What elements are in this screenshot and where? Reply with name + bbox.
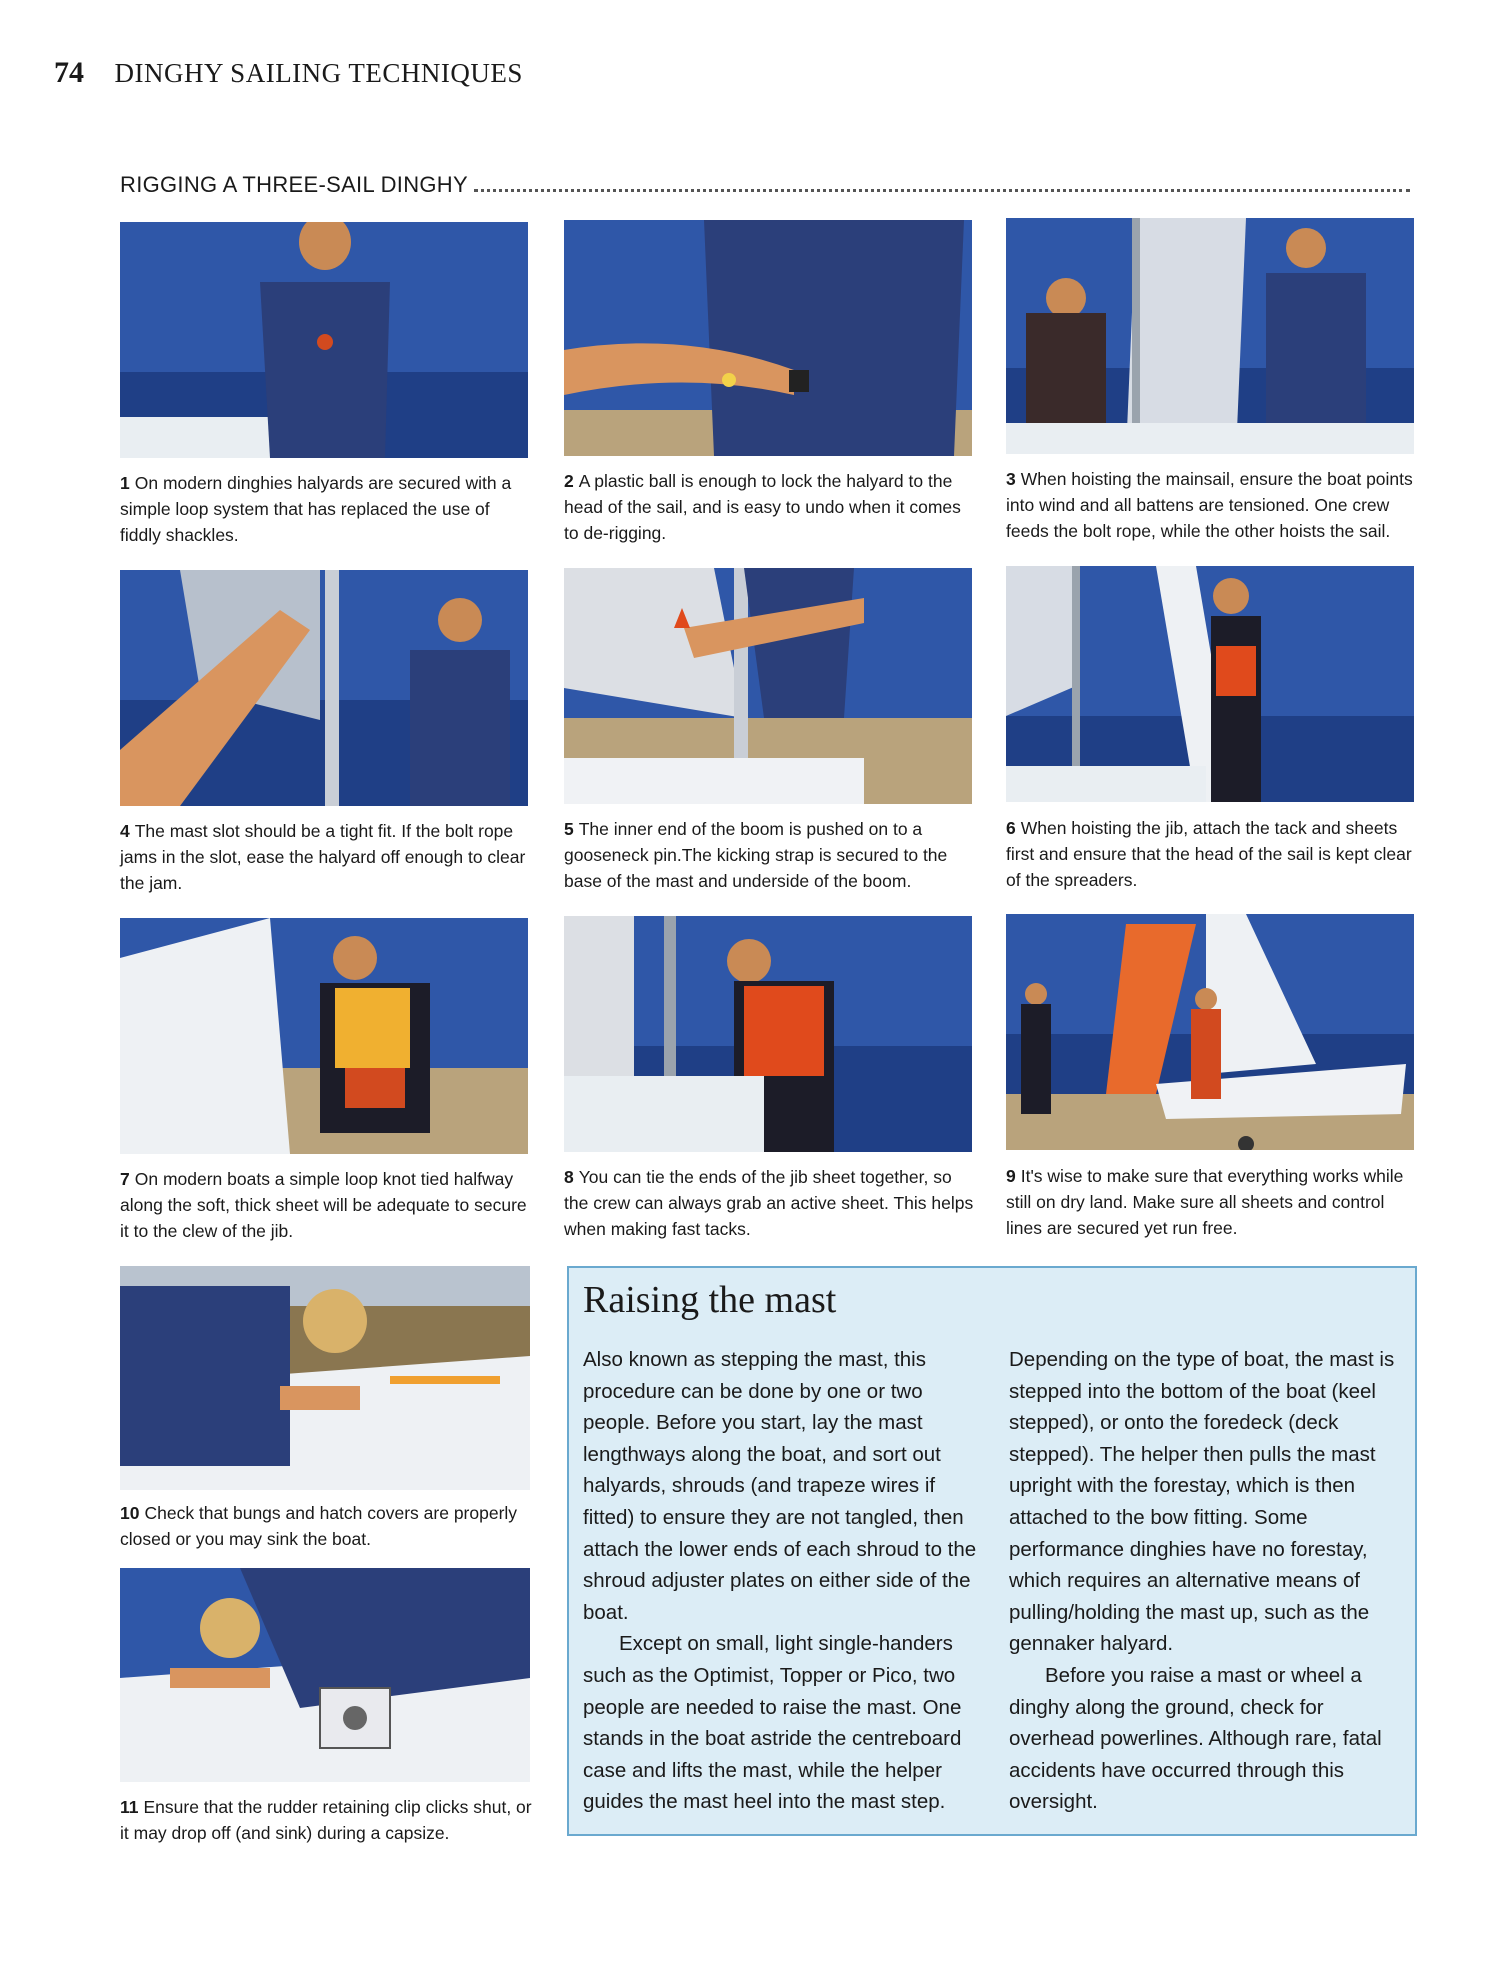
photo-step-6 (1006, 566, 1414, 802)
photo-step-4 (120, 570, 528, 806)
caption-step-3: 3 When hoisting the mainsail, ensure the boat points into wind and all battens are tensioned. One crew feeds the bolt rope, while the other hoists the sail. (1006, 469, 1413, 541)
photo-step-2 (564, 220, 972, 456)
photo-step-3 (1006, 218, 1414, 454)
caption-step-11: 11 Ensure that the rudder retaining clip clicks shut, or it may drop off (and sink) during a capsize. (120, 1797, 532, 1843)
caption-step-7: 7 On modern boats a simple loop knot tied halfway along the soft, thick sheet will be adequate to secure it to the clew of the jib. (120, 1169, 527, 1241)
section-heading (120, 172, 1410, 198)
caption-step-6: 6 When hoisting the jib, attach the tack and sheets first and ensure that the head of the sail is kept clear of the spreaders. (1006, 818, 1412, 890)
caption-step-9: 9 It's wise to make sure that everything works while still on dry land. Make sure all sheets and control lines are secured yet run free. (1006, 1166, 1404, 1238)
panel-paragraph: Before you raise a mast or wheel a dinghy along the ground, check for overhead powerlines. Although rare, fatal accidents have occurred through this oversight. (1009, 1663, 1382, 1814)
caption-step-5: 5 The inner end of the boom is pushed on to a gooseneck pin.The kicking strap is secured to the base of the mast and underside of the boom. (564, 819, 948, 891)
photo-step-11 (120, 1568, 530, 1782)
panel-paragraph: Also known as stepping the mast, this procedure can be done by one or two people. Before you start, lay the mast lengthways along the boat, and sort out halyards, shrouds (and trapeze wires if fitted) to ensure they are not tangled, then attach the lower ends of each shroud to the shroud adjuster plates on either side of the boat. (583, 1348, 977, 1624)
photo-step-10 (120, 1266, 530, 1490)
panel-column-left (583, 1344, 983, 1818)
caption-step-4: 4 The mast slot should be a tight fit. If the bolt rope jams in the slot, ease the halyard off enough to clear the jam. (120, 821, 526, 893)
photo-step-1 (120, 222, 528, 458)
page-header (54, 56, 523, 90)
section-title: RIGGING A THREE-SAIL DINGHY (120, 172, 468, 197)
photo-step-9 (1006, 914, 1414, 1150)
page-number: 74 (54, 56, 84, 89)
caption-step-10: 10 Check that bungs and hatch covers are properly closed or you may sink the boat. (120, 1503, 518, 1549)
raising-mast-panel (567, 1266, 1417, 1836)
dotted-rule (474, 175, 1410, 192)
panel-paragraph: Depending on the type of boat, the mast is stepped into the bottom of the boat (keel stepped), or onto the foredeck (deck stepped). The helper then pulls the mast upright with the forestay, which is then attached to the bow fitting. Some performance dinghies have no forestay, which requires an alternative means of pulling/holding the mast up, such as the gennaker halyard. (1009, 1348, 1395, 1656)
panel-title: Raising the mast (583, 1279, 837, 1321)
photo-step-8 (564, 916, 972, 1152)
photo-step-5 (564, 568, 972, 804)
panel-column-right (1009, 1344, 1405, 1818)
chapter-title: DINGHY SAILING TECHNIQUES (114, 58, 523, 88)
photo-step-7 (120, 918, 528, 1154)
caption-step-8: 8 You can tie the ends of the jib sheet together, so the crew can always grab an active sheet. This helps when making fast tacks. (564, 1167, 974, 1239)
caption-step-1: 1 On modern dinghies halyards are secured with a simple loop system that has replaced the use of fiddly shackles. (120, 473, 512, 545)
panel-paragraph: Except on small, light single-handers such as the Optimist, Topper or Pico, two people are needed to raise the mast. One stands in the boat astride the centreboard case and lifts the mast, while the helper guides the mast heel into the mast step. (583, 1632, 962, 1814)
caption-step-2: 2 A plastic ball is enough to lock the halyard to the head of the sail, and is easy to undo when it comes to de-rigging. (564, 471, 961, 543)
